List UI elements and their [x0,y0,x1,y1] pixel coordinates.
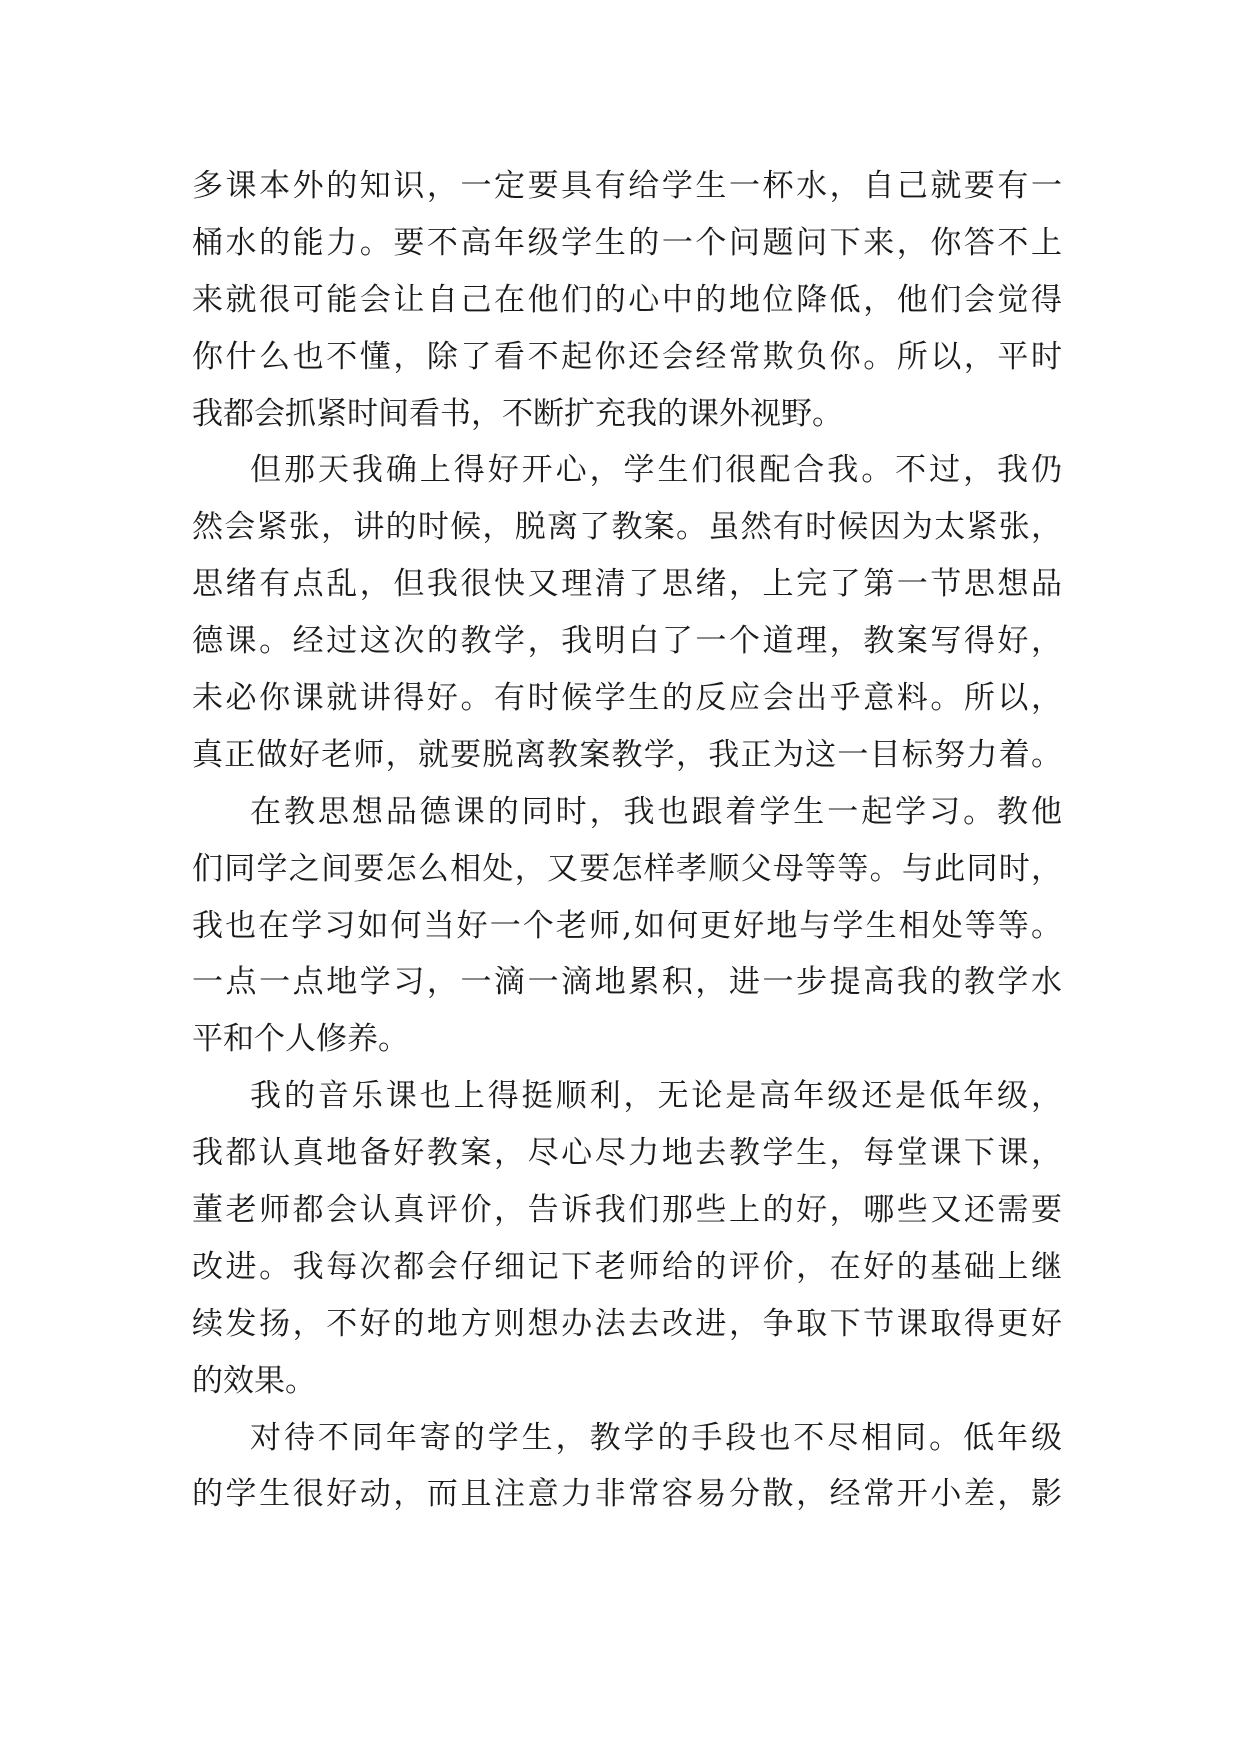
text-line: 多课本外的知识，一定要具有给学生一杯水，自己就要有一 [192,168,1062,204]
text-line: 我都会抓紧时间看书，不断扩充我的课外视野。 [192,395,843,432]
text-line: 来就很可能会让自己在他们的心中的地位降低，他们会觉得 [192,281,1062,318]
text-line: 你什么也不懂，除了看不起你还会经常欺负你。所以，平时 [192,338,1062,375]
text-line: 我也在学习如何当好一个老师,如何更好地与学生相处等等。 [192,907,1062,944]
text-line: 我都认真地备好教案，尽心尽力地去教学生，每堂课下课， [192,1135,1062,1172]
text-line: 改进。我每次都会仔细记下老师给的评价，在好的基础上继 [192,1248,1062,1285]
text-line: 平和个人修养。 [192,1021,409,1058]
text-line: 董老师都会认真评价，告诉我们那些上的好，哪些又还需要 [192,1192,1062,1229]
text-line: 德课。经过这次的教学，我明白了一个道理，教案写得好， [192,623,1062,660]
text-line: 然会紧张，讲的时候，脱离了教案。虽然有时候因为太紧张， [192,509,1062,546]
text-line: 们同学之间要怎么相处，又要怎样孝顺父母等等。与此同时， [192,850,1062,887]
text-line: 但那天我确上得好开心，学生们很配合我。不过，我仍 [250,452,1062,489]
text-line: 的效果。 [192,1362,316,1399]
text-line: 续发扬，不好的地方则想办法去改进，争取下节课取得更好 [192,1305,1062,1342]
text-line: 真正做好老师，就要脱离教案教学，我正为这一目标努力着。 [192,736,1062,773]
text-line: 思绪有点乱，但我很快又理清了思绪，上完了第一节思想品 [192,566,1062,603]
text-line: 在教思想品德课的同时，我也跟着学生一起学习。教他 [250,793,1062,830]
text-line: 桶水的能力。要不高年级学生的一个问题问下来，你答不上 [192,224,1062,261]
text-line: 未必你课就讲得好。有时候学生的反应会出乎意料。所以， [192,680,1062,717]
text-line: 一点一点地学习，一滴一滴地累积，进一步提高我的教学水 [192,964,1062,1001]
text-line: 我的音乐课也上得挺顺利，无论是高年级还是低年级， [250,1078,1062,1115]
text-line: 对待不同年寄的学生，教学的手段也不尽相同。低年级 [250,1419,1062,1456]
text-line: 的学生很好动，而且注意力非常容易分散，经常开小差，影 [192,1476,1062,1513]
body-text [192,158,1062,1523]
